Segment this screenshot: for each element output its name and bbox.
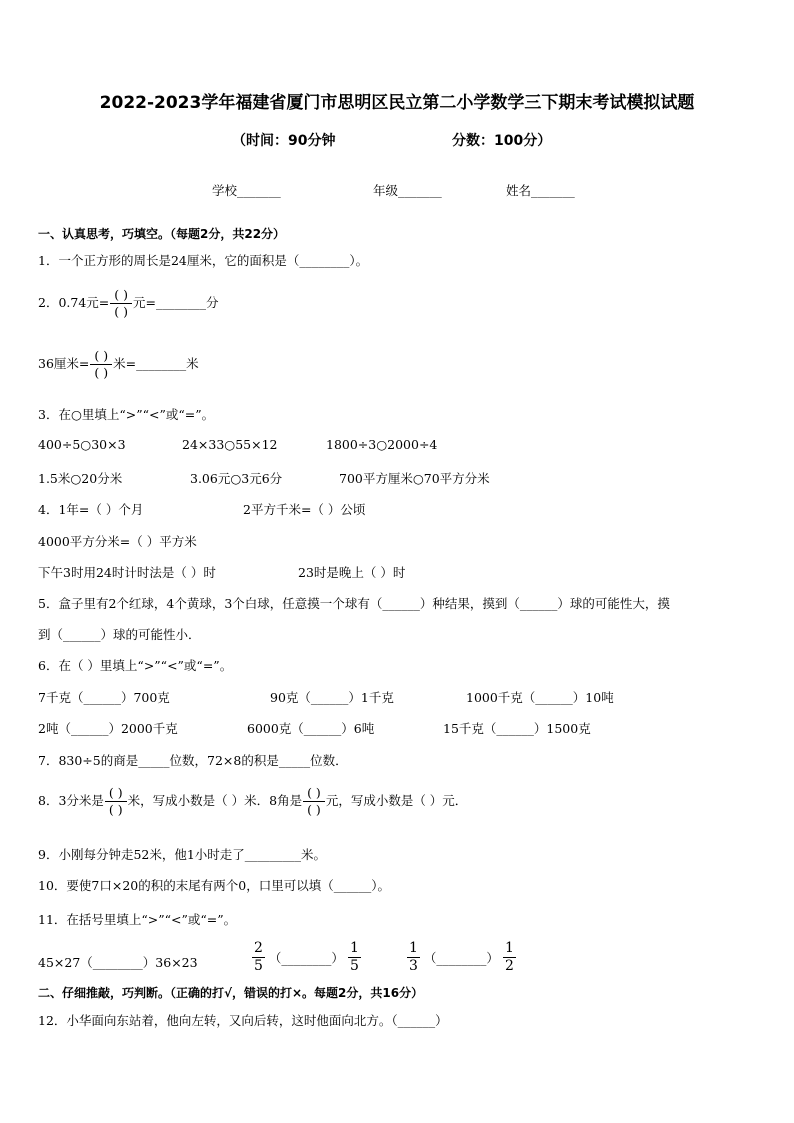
q4-item: 下午3时用24时计时法是（ ）时 [38,565,216,580]
blank-fraction: $\frac{( )}{( )}$ [105,785,127,818]
fraction: $\frac{1}{5}$ [349,940,359,974]
fraction: $\frac{2}{5}$ [254,940,263,974]
question-12: 12．小华面向东站着，他向左转，又向后转，这时他面向北方。（______） [38,1013,448,1028]
question-7: 7．830÷5的商是_____位数，72×8的积是_____位数． [38,753,348,768]
blank-fraction: $\frac{( )}{( )}$ [90,348,112,381]
q6-item: 7千克（______）700克 [38,690,170,705]
exam-title: 2022-2023学年福建省厦门市思明区民立第二小学数学三下期末考试模拟试题 [99,93,695,113]
q11-fraction-compare: $\frac{2}{5}$ （________） $\frac{1}{5}$ [254,940,359,974]
q6-item: 15千克（______）1500克 [443,721,591,736]
question-2b-suffix: 米=________米 [113,356,199,371]
name-field: 姓名_______ [506,183,575,198]
blank-fraction: $\frac{( )}{( )}$ [110,287,132,320]
q8-part-a: 8．3分米是 [38,793,104,808]
question-8 [38,785,467,818]
q4-item: 2平方千米=（ ）公顷 [243,502,366,517]
q3-item: 3.06元○3元6分 [190,471,283,486]
q8-part-c: 元，写成小数是（ ）元． [325,793,468,808]
q11-item: 45×27（________）36×23 [38,955,198,970]
question-2a [38,287,218,320]
q3-item: 700平方厘米○70平方分米 [339,471,490,486]
exam-time: （时间：90分钟 [232,133,336,149]
fraction: $\frac{1}{2}$ [504,940,514,974]
question-11: 11．在括号里填上“>”“<”或“=”。 [38,912,237,927]
question-2b-prefix: 36厘米= [38,356,90,371]
grade-field: 年级_______ [373,183,442,198]
exam-score: 分数：100分） [452,133,552,149]
school-field: 学校_______ [212,183,281,198]
q3-item: 1800÷3○2000÷4 [326,437,438,452]
question-2a-prefix: 2．0.74元= [38,295,110,310]
section-2-heading: 二、仔细推敲，巧判断。（正确的打√，错误的打×。每题2分，共16分） [38,986,424,1000]
q3-item: 24×33○55×12 [182,437,278,452]
q8-part-b: 米，写成小数是（ ）米．8角是 [127,793,303,808]
question-5-line2: 到（______）球的可能性小． [38,627,201,642]
question-3: 3．在○里填上“>”“<”或“=”。 [38,407,215,422]
question-10: 10．要使7口×20的积的末尾有两个0，口里可以填（______）。 [38,878,390,893]
blank-fraction: $\frac{( )}{( )}$ [303,785,325,818]
section-1-heading: 一、认真思考，巧填空。（每题2分，共22分） [38,227,286,241]
q6-item: 1000千克（______）10吨 [466,690,614,705]
q3-item: 1.5米○20分米 [38,471,123,486]
q11-fraction-compare: $\frac{1}{3}$ （________） $\frac{1}{2}$ [409,940,514,974]
q4-item: 4．1年=（ ）个月 [38,502,144,517]
question-1: 1．一个正方形的周长是24厘米，它的面积是（________）。 [38,253,369,268]
question-2a-suffix: 元=________分 [133,295,219,310]
q3-item: 400÷5○30×3 [38,437,126,452]
fraction: $\frac{1}{3}$ [409,940,418,974]
question-6: 6．在（ ）里填上“>”“<”或“=”。 [38,658,233,673]
q6-item: 90克（______）1千克 [270,690,394,705]
q6-item: 6000克（______）6吨 [247,721,375,736]
q4-item: 4000平方分米=（ ）平方米 [38,534,197,549]
q4-item: 23时是晚上（ ）时 [298,565,406,580]
question-2b [38,348,199,381]
q6-item: 2吨（______）2000千克 [38,721,178,736]
question-9: 9．小刚每分钟走52米，他1小时走了_________米。 [38,847,327,862]
question-5-line1: 5．盒子里有2个红球，4个黄球，3个白球，任意摸一个球有（______）种结果，摸到（______）球的可能性大，摸 [38,596,670,611]
